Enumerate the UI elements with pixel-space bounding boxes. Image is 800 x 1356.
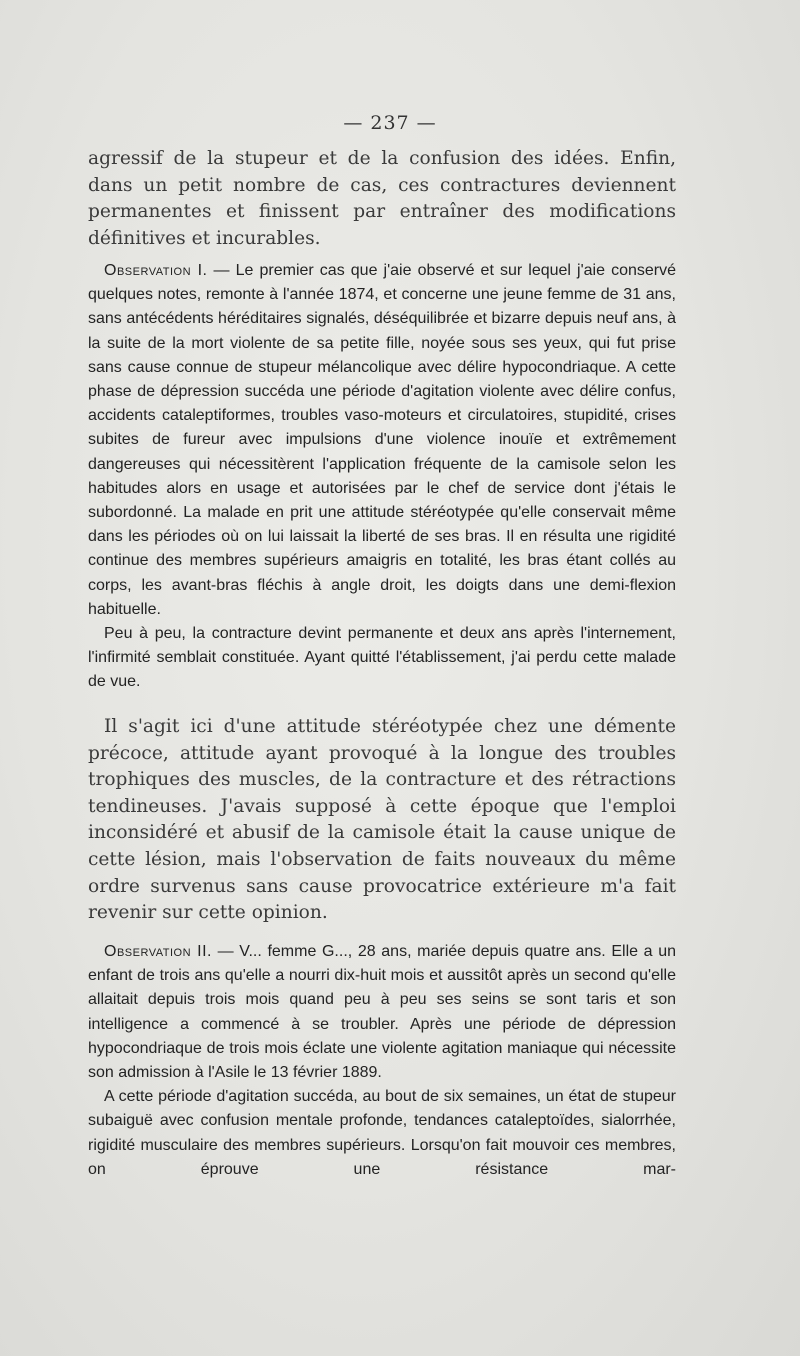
observation-2 xyxy=(88,940,676,1182)
observation-2-continuation: A cette période d'agitation succéda, au bout de six semaines, un état de stupeur subaiguë avec confusion mentale profonde, tendances cataleptoïdes, sialorrhée, rigidité musculaire des membres supérieurs. Lorsqu'on fait mouvoir ces membres, on éprouve une résistance mar- xyxy=(88,1088,676,1178)
commentary-paragraph-text: Il s'agit ici d'une attitude stéréotypée chez une démente précoce, attitude ayant provoqué à la longue des troubles trophiques des muscles, de la contracture et des rétractions tendineuses. J'avais supposé à cette époque que l'emploi inconsidéré et abusif de la camisole était la cause unique de cette lésion, mais l'observation de faits nouveaux du même ordre survenus sans cause provocatrice extérieure m'a fait revenir sur cette opinion. xyxy=(88,716,676,924)
observation-1 xyxy=(88,259,676,695)
observation-2-label: Observation II. xyxy=(104,943,212,960)
observation-1-paragraph xyxy=(88,259,676,622)
page-number: — 237 — xyxy=(343,112,437,134)
intro-paragraph-text: agressif de la stupeur et de la confusion des idées. Enfin, dans un petit nombre de cas, ces contractures deviennent permanentes et finissent par entraîner des modifications définitives et incurables. xyxy=(88,148,676,249)
observation-1-label: Observation I. xyxy=(104,262,208,279)
commentary-paragraph xyxy=(88,714,676,927)
observation-2-text: — V... femme G..., 28 ans, mariée depuis quatre ans. Elle a un enfant de trois ans qu'elle a nourri dix-huit mois et aussitôt après un second qu'elle allaitait depuis trois mois quand peu à peu ses seins se sont taris et son intelligence a commencé à se troubler. Après une période de dépression hypocondriaque de trois mois éclate une violente agitation maniaque qui nécessite son admission à l'Asile le 13 février 1889. xyxy=(88,943,676,1082)
observation-2-paragraph xyxy=(88,940,676,1085)
observation-1-continuation: Peu à peu, la contracture devint permanente et deux ans après l'internement, l'infirmité semblait constituée. Ayant quitté l'établissement, j'ai perdu cette malade de vue. xyxy=(88,625,676,691)
observation-1-text: — Le premier cas que j'aie observé et sur lequel j'aie conservé quelques notes, remonte à l'année 1874, et concerne une jeune femme de 31 ans, sans antécédents héréditaires signalés, déséquilibrée et bizarre depuis neuf ans, à la suite de la mort violente de sa petite fille, noyée sous ses yeux, qui fut prise sans cause connue de stupeur mélancolique avec délire hypocondriaque. A cette phase de dépression succéda une période d'agitation violente avec délire confus, accidents cataleptiformes, troubles vaso-moteurs et circulatoires, stupidité, crises subites de fureur avec impulsions d'une violence inouïe et extrêmement dangereuses qui nécessitèrent l'application fréquente de la camisole selon les habitudes alors en usage et autorisées par le chef de service dont j'étais le subordonné. La malade en prit une attitude stéréotypée qu'elle conservait même dans les périodes où on lui laissait la liberté de ses bras. Il en résulta une rigidité continue des membres supérieurs amaigris en totalité, les bras étant collés au corps, les avant-bras fléchis à angle droit, les doigts dans une demi-flexion habituelle. xyxy=(88,262,676,618)
intro-paragraph xyxy=(88,146,676,252)
